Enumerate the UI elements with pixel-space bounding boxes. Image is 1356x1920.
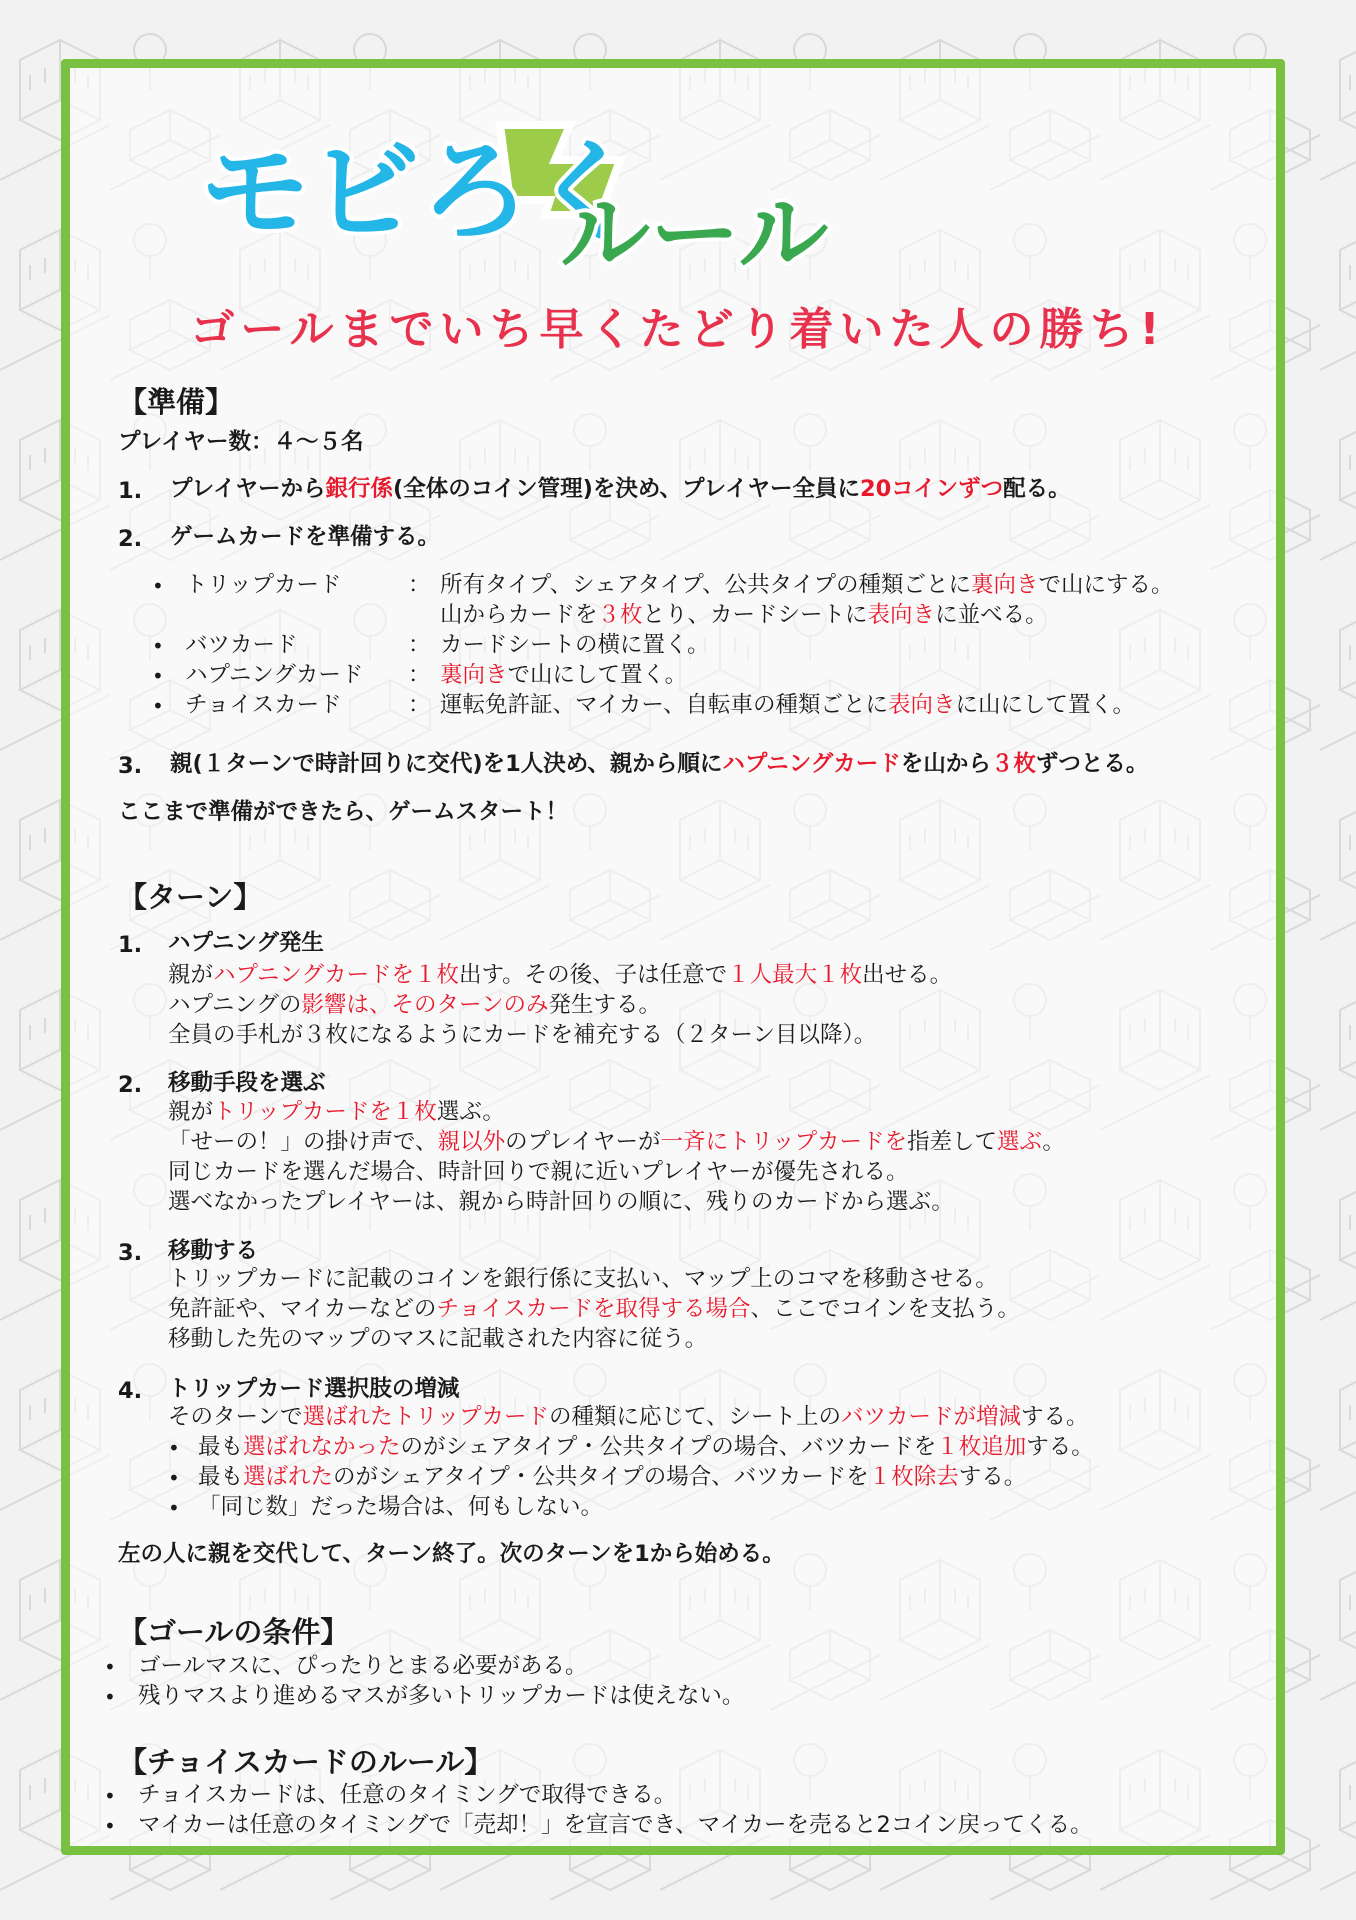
turn-end: 左の人に親を交代して、ターン終了。次のターンを1から始める。	[118, 1541, 785, 1567]
turn-s3-line1: トリップカードに記載のコインを銀行係に支払い、マップ上のコマを移動させる。	[168, 1266, 998, 1292]
section-title-choice: 【チョイスカードのルール】	[118, 1745, 494, 1779]
turn-s2-title: 移動手段を選ぶ	[168, 1070, 326, 1096]
turn-s3-line3: 移動した先のマップのマスに記載された内容に従う。	[168, 1326, 708, 1352]
prep-step2-num: 2.	[118, 526, 143, 552]
turn-s1-line1: 親がハプニングカードを１枚出す。その後、子は任意で１人最大１枚出せる。	[168, 962, 953, 988]
choice-item-2: マイカーは任意のタイミングで「売却！」を宣言でき、マイカーを売ると2コイン戻ってくる。	[138, 1812, 1093, 1838]
prep-step2: ゲームカードを準備する。	[170, 524, 441, 550]
prep-players: プレイヤー数：４～５名	[118, 429, 364, 455]
turn-s4-bullet3: 「同じ数」だった場合は、何もしない。	[198, 1494, 604, 1520]
card-name-choice: チョイスカード	[185, 692, 342, 718]
turn-s1-line3: 全員の手札が３枚になるようにカードを補充する（２ターン目以降）。	[168, 1022, 877, 1048]
prep-step1-num: 1.	[118, 478, 143, 504]
card-desc-batsu: カードシートの横に置く。	[440, 632, 710, 658]
turn-s3-num: 3.	[118, 1240, 143, 1266]
bullet: •	[168, 1496, 180, 1520]
turn-s3-title: 移動する	[168, 1238, 259, 1264]
turn-s1-num: 1.	[118, 932, 143, 958]
card-desc-choice: 運転免許証、マイカー、自転車の種類ごとに表向きに山にして置く。	[440, 692, 1136, 718]
turn-s4-bullet2: 最も選ばれたのがシェアタイプ・公共タイプの場合、バツカードを１枚除去する。	[198, 1464, 1027, 1490]
turn-s4-num: 4.	[118, 1378, 143, 1404]
bullet: •	[152, 694, 164, 718]
turn-s4-title: トリップカード選択肢の増減	[168, 1376, 460, 1402]
section-title-goal: 【ゴールの条件】	[118, 1615, 350, 1649]
turn-s2-line3: 同じカードを選んだ場合、時計回りで親に近いプレイヤーが優先される。	[168, 1159, 909, 1185]
logo-char-mo: モビろく	[200, 128, 640, 256]
prep-step1: プレイヤーから銀行係(全体のコイン管理)を決め、プレイヤー全員に20コインずつ配る。	[170, 476, 1071, 502]
turn-s1-title: ハプニング発生	[168, 930, 324, 956]
card-name-trip: トリップカード	[185, 572, 342, 598]
turn-s2-num: 2.	[118, 1072, 143, 1098]
goal-item-2: 残りマスより進めるマスが多いトリップカードは使えない。	[138, 1683, 745, 1709]
card-name-batsu: バツカード	[185, 632, 298, 658]
mobiroku-logo	[200, 105, 840, 285]
bullet: •	[168, 1436, 180, 1460]
bullet: •	[104, 1784, 116, 1808]
bullet: •	[152, 574, 164, 598]
turn-s2-line1: 親がトリップカードを１枚選ぶ。	[168, 1099, 505, 1125]
bullet: •	[104, 1814, 116, 1838]
prep-step3: 親(１ターンで時計回りに交代)を1人決め、親から順にハプニングカードを山から３枚ずつとる。	[170, 751, 1149, 777]
goal-item-1: ゴールマスに、ぴったりとまる必要がある。	[138, 1653, 588, 1679]
turn-s2-line4: 選べなかったプレイヤーは、親から時計回りの順に、残りのカードから選ぶ。	[168, 1189, 954, 1215]
card-desc-happening: 裏向きで山にして置く。	[440, 662, 688, 688]
bullet: •	[152, 634, 164, 658]
card-sep: ：	[408, 572, 431, 598]
prep-step3-num: 3.	[118, 753, 143, 779]
card-desc-trip-1: 所有タイプ、シェアタイプ、公共タイプの種類ごとに裏向きで山にする。	[440, 572, 1174, 598]
card-sep: ：	[408, 662, 431, 688]
bullet: •	[152, 664, 164, 688]
card-sep: ：	[408, 632, 431, 658]
bullet: •	[104, 1685, 116, 1709]
turn-s2-line2: 「せーの！」の掛け声で、親以外のプレイヤーが一斉にトリップカードを指差して選ぶ。	[168, 1129, 1065, 1155]
logo-char-rule: ルール	[560, 182, 829, 285]
card-name-happening: ハプニングカード	[185, 662, 364, 688]
card-sep: ：	[408, 692, 431, 718]
prep-ready: ここまで準備ができたら、ゲームスタート！	[118, 799, 569, 825]
page-subtitle: ゴールまでいち早くたどり着いた人の勝ち!	[190, 304, 1166, 355]
turn-s3-line2: 免許証や、マイカーなどのチョイスカードを取得する場合、ここでコインを支払う。	[168, 1296, 1020, 1322]
section-title-prep: 【準備】	[118, 385, 235, 419]
card-desc-trip-2: 山からカードを３枚とり、カードシートに表向きに並べる。	[440, 602, 1048, 628]
turn-s4-bullet1: 最も選ばれなかったのがシェアタイプ・公共タイプの場合、バツカードを１枚追加する。	[198, 1434, 1094, 1460]
section-title-turn: 【ターン】	[118, 880, 263, 914]
bullet: •	[168, 1466, 180, 1490]
bullet: •	[104, 1655, 116, 1679]
choice-item-1: チョイスカードは、任意のタイミングで取得できる。	[138, 1782, 677, 1808]
turn-s4-line1: そのターンで選ばれたトリップカードの種類に応じて、シート上のバツカードが増減する。	[168, 1404, 1089, 1430]
turn-s1-line2: ハプニングの影響は、そのターンのみ発生する。	[168, 992, 662, 1018]
